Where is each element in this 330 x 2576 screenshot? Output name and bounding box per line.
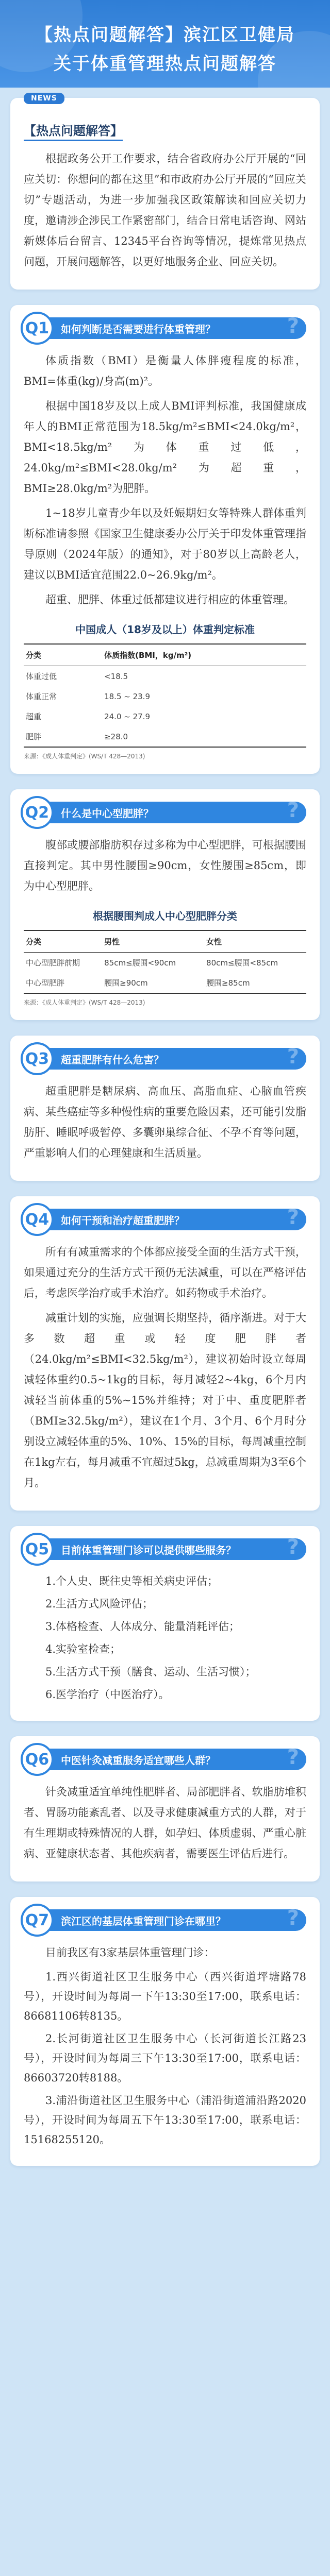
hero-title-line2: 关于体重管理热点问题解答 xyxy=(54,54,276,74)
table-cell: 体重正常 xyxy=(26,692,57,701)
table-cell: 24.0 ~ 27.9 xyxy=(104,711,150,721)
table-header: 女性 xyxy=(204,930,306,953)
q6-card xyxy=(10,1736,320,1882)
q3-title-bar xyxy=(46,1045,306,1070)
table-row xyxy=(24,706,306,726)
q6-title-bar xyxy=(46,1745,306,1770)
question-mark-icon: ? xyxy=(287,799,299,822)
list-item: 4.实验室检查； xyxy=(45,1643,121,1655)
list-item: 6.医学治疗（中医治疗）。 xyxy=(45,1688,170,1701)
intro-heading: 【热点问题解答】 xyxy=(24,121,123,141)
table-row xyxy=(24,953,306,973)
list-item: 3.体格检查、人体成分、能量消耗评估； xyxy=(45,1620,240,1633)
list-item: 2.长河街道社区卫生服务中心（长河街道长江路23号），开设时间为每周三下午13:30至17:00，联系电话：86603720转8188。 xyxy=(24,2032,306,2084)
q1-table-title: 中国成人（18岁及以上）体重判定标准 xyxy=(75,623,255,636)
table-source-note: 来源：《成人体重判定》(WS/T 428—2013) xyxy=(24,999,145,1006)
table-cell: 超重 xyxy=(26,712,42,721)
q2-card xyxy=(10,789,320,1020)
q2-header xyxy=(21,799,306,826)
q7-title: 滨江区的基层体重管理门诊在哪里？ xyxy=(61,1914,226,1927)
q2-title-bar xyxy=(46,799,306,823)
table-header: 体质指数(BMI，kg/m²) xyxy=(102,644,306,666)
table-row xyxy=(24,726,306,747)
q6-title: 中医针灸减重服务适宜哪些人群？ xyxy=(61,1754,216,1767)
table-cell: 肥胖 xyxy=(24,726,102,747)
table-cell: 中心型肥胖 xyxy=(24,973,102,993)
table-cell: 18.5 ~ 23.9 xyxy=(104,691,150,701)
q4-number: Q4 xyxy=(21,1203,54,1236)
q7-intro: 目前我区有3家基层体重管理门诊： xyxy=(45,1946,215,1959)
q5-card xyxy=(10,1526,320,1721)
q1-paragraph: 根据中国18岁及以上成人BMI评判标准，我国健康成年人的BMI正常范围为18.5kg/m²≤BMI<24.0kg/m²，BMI<18.5kg/m²为体重过低，24.0kg/m²≤BMI<28.0kg/m²为超重，BMI≥28.0kg/m²为肥胖。 xyxy=(24,400,306,495)
question-mark-icon: ? xyxy=(287,314,299,338)
bmi-table xyxy=(24,643,306,748)
question-mark-icon: ? xyxy=(287,1206,299,1229)
table-header-row xyxy=(24,644,306,666)
q5-service-list xyxy=(24,1571,306,1704)
question-mark-icon: ? xyxy=(287,1045,299,1069)
q1-number: Q1 xyxy=(21,312,54,345)
q4-header xyxy=(21,1206,306,1233)
q1-paragraph: 1~18岁儿童青少年以及妊娠期妇女等特殊人群体重判断标准请参照《国家卫生健康委办公厅关于印发体重管理指导原则（2024年版）的通知》，对于80岁以上高龄老人，建议以BMI适宜范围22.0~26.9kg/m²。 xyxy=(24,507,306,581)
table-row xyxy=(24,666,306,687)
list-item: 2.生活方式风险评估； xyxy=(45,1598,154,1610)
table-row xyxy=(24,973,306,993)
table-cell: <18.5 xyxy=(104,671,128,681)
q7-number: Q7 xyxy=(21,1904,54,1937)
q7-clinic-list xyxy=(24,1967,306,2149)
q5-number: Q5 xyxy=(21,1533,54,1566)
table-cell: 80cm≤腰围<85cm xyxy=(206,958,278,968)
news-badge: NEWS xyxy=(24,93,64,104)
list-item: 1.个人史、既往史等相关病史评估； xyxy=(45,1575,219,1587)
waist-table xyxy=(24,930,306,994)
q3-paragraph: 超重肥胖是糖尿病、高血压、高脂血症、心脑血管疾病、某些癌症等多种慢性病的重要危险因素，还可能引发脂肪肝、睡眠呼吸暂停、多囊卵巢综合征、不孕不育等问题，严重影响人们的心理健康和生活质量。 xyxy=(24,1085,306,1159)
q1-header xyxy=(21,314,306,342)
table-cell: 中心型肥胖前期 xyxy=(26,958,80,968)
q5-title-bar xyxy=(46,1535,306,1560)
q4-paragraph: 所有有减重需求的个体都应接受全面的生活方式干预，如果通过充分的生活方式干预仍无法减重，可以在严格评估后，考虑医学治疗或手术治疗。如药物或手术治疗。 xyxy=(24,1246,306,1299)
list-item: 3.浦沿街道社区卫生服务中心（浦沿街道浦沿路2020号），开设时间为每周五下午13:30至17:00，联系电话：15168255120。 xyxy=(24,2094,306,2146)
q4-paragraph: 减重计划的实施，应强调长期坚持，循序渐进。对于大多数超重或轻度肥胖者（24.0kg/m²≤BMI<32.5kg/m²），建议初始时设立每周减轻体重约0.5~1kg的目标，每月减轻2~4kg，6个月内减轻当前体重的5%~15%并维持；对于中、重度肥胖者（BMI≥32.5kg/m²），建议在1个月、3个月、6个月时分别设立减轻体重的5%、10%、15%的目标，每周减重控制在1kg左右，每月减重不宜超过5kg，总减重周期为3至6个月。 xyxy=(24,1312,306,1489)
q4-card xyxy=(10,1196,320,1511)
q3-header xyxy=(21,1045,306,1073)
intro-card xyxy=(10,94,320,290)
table-cell: 腰围≥90cm xyxy=(102,973,204,993)
q3-title: 超重肥胖有什么危害？ xyxy=(61,1053,164,1066)
table-header-row xyxy=(24,930,306,953)
q6-paragraph: 针灸减重适宜单纯性肥胖者、局部肥胖者、软脂肪堆积者、胃肠功能紊乱者、以及寻求健康减重方式的人群，对于有生理期或特殊情况的人群，如孕妇、体质虚弱、严重心脏病、亚健康状态者、其他疾病者，需要医生评估后进行。 xyxy=(24,1786,306,1860)
q6-number: Q6 xyxy=(21,1743,54,1776)
q2-paragraph: 腹部或腰部脂肪积存过多称为中心型肥胖，可根据腰围直接判定。其中男性腰围≥90cm，女性腰围≥85cm，即为中心型肥胖。 xyxy=(24,839,306,892)
q1-paragraph: 超重、肥胖、体重过低都建议进行相应的体重管理。 xyxy=(45,594,294,606)
table-source-note: 来源：《成人体重判定》(WS/T 428—2013) xyxy=(24,753,145,760)
q1-paragraph: 体质指数（BMI）是衡量人体胖瘦程度的标准，BMI=体重(kg)/身高(m)²。 xyxy=(24,354,306,387)
q7-header xyxy=(21,1906,306,1934)
hero-banner xyxy=(0,0,330,88)
intro-text: 根据政务公开工作要求，结合省政府办公厅开展的“回应关切：你想问的都在这里”和市政府办公厅开展的“回应关切”专题活动，为进一步加强我区政策解读和回应关切力度，邀请涉企涉民工作紧密部门，结合日常电话咨询、网站新媒体后台留言、12345平台咨询等情况，提炼常见热点问题，开展问题解答，以更好地服务企业、回应关切。 xyxy=(24,152,306,268)
list-item: 5.生活方式干预（膳食、运动、生活习惯）； xyxy=(45,1666,256,1678)
q3-card xyxy=(10,1036,320,1181)
q7-title-bar xyxy=(46,1906,306,1931)
hero-title-line1: 【热点问题解答】滨江区卫健局 xyxy=(35,25,295,45)
q1-title-bar xyxy=(46,314,306,339)
q2-table-title: 根据腰围判成人中心型肥胖分类 xyxy=(93,910,237,922)
table-cell: 85cm≤腰围<90cm xyxy=(104,958,176,968)
q6-header xyxy=(21,1745,306,1773)
table-header: 分类 xyxy=(24,930,102,953)
table-cell: ≥28.0 xyxy=(102,726,306,747)
q1-card xyxy=(10,305,320,774)
q2-number: Q2 xyxy=(21,796,54,829)
q3-number: Q3 xyxy=(21,1042,54,1075)
table-header: 分类 xyxy=(24,644,102,666)
q4-title-bar xyxy=(46,1206,306,1230)
table-cell: 体重过低 xyxy=(26,672,57,681)
q4-title: 如何干预和治疗超重肥胖？ xyxy=(61,1214,185,1227)
q5-title: 目前体重管理门诊可以提供哪些服务？ xyxy=(61,1544,236,1556)
table-header: 男性 xyxy=(102,930,204,953)
q2-title: 什么是中心型肥胖？ xyxy=(61,807,154,820)
question-mark-icon: ? xyxy=(287,1745,299,1769)
content xyxy=(10,94,320,2181)
question-mark-icon: ? xyxy=(287,1535,299,1559)
q7-card xyxy=(10,1897,320,2166)
q1-title: 如何判断是否需要进行体重管理？ xyxy=(61,323,216,335)
table-row xyxy=(24,686,306,706)
list-item: 1.西兴街道社区卫生服务中心（西兴街道坪塘路78号），开设时间为每周一下午13:30至17:00，联系电话：86681106转8135。 xyxy=(24,1971,306,2022)
q5-header xyxy=(21,1535,306,1563)
table-cell: 腰围≥85cm xyxy=(204,973,306,993)
question-mark-icon: ? xyxy=(287,1906,299,1930)
